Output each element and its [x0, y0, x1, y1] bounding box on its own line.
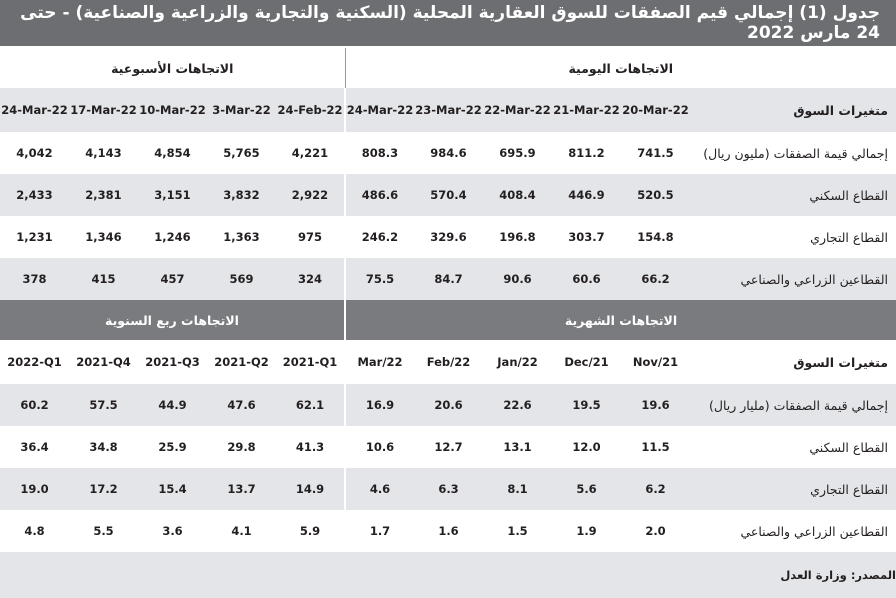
cell-value: 13.7	[207, 468, 276, 510]
cell-value: 12.0	[552, 426, 621, 468]
column-header: 2021-Q4	[69, 340, 138, 384]
cell-value: 15.4	[138, 468, 207, 510]
cell-value: 5.9	[276, 510, 345, 552]
cell-value: 6.2	[621, 468, 690, 510]
column-header: 24-Mar-22	[345, 88, 414, 132]
column-header-row	[0, 88, 896, 132]
cell-value: 25.9	[138, 426, 207, 468]
cell-value: 1.6	[414, 510, 483, 552]
market-table	[0, 48, 896, 552]
table-row	[0, 510, 896, 552]
cell-value: 741.5	[621, 132, 690, 174]
cell-value: 16.9	[345, 384, 414, 426]
cell-value: 695.9	[483, 132, 552, 174]
table-row	[0, 216, 896, 258]
cell-value: 41.3	[276, 426, 345, 468]
row-label: القطاعين الزراعي والصناعي	[690, 510, 896, 552]
section-header-row	[0, 48, 896, 88]
cell-value: 60.6	[552, 258, 621, 300]
column-header: 23-Mar-22	[414, 88, 483, 132]
cell-value: 303.7	[552, 216, 621, 258]
cell-value: 975	[276, 216, 345, 258]
cell-value: 29.8	[207, 426, 276, 468]
cell-value: 36.4	[0, 426, 69, 468]
cell-value: 4,042	[0, 132, 69, 174]
cell-value: 4.6	[345, 468, 414, 510]
cell-value: 1,363	[207, 216, 276, 258]
table-row	[0, 174, 896, 216]
row-label-header: متغيرات السوق	[690, 340, 896, 384]
cell-value: 10.6	[345, 426, 414, 468]
cell-value: 2,381	[69, 174, 138, 216]
column-header: 2021-Q2	[207, 340, 276, 384]
cell-value: 1.5	[483, 510, 552, 552]
table-title: جدول (1) إجمالي قيم الصفقات للسوق العقارية المحلية (السكنية والتجارية والزراعية والصناعية) - حتى 24 مارس 2022	[0, 0, 896, 48]
table-row	[0, 132, 896, 174]
cell-value: 5.6	[552, 468, 621, 510]
column-header: Feb/22	[414, 340, 483, 384]
cell-value: 47.6	[207, 384, 276, 426]
cell-value: 20.6	[414, 384, 483, 426]
section-heading: الاتجاهات الأسبوعية	[0, 48, 345, 88]
cell-value: 17.2	[69, 468, 138, 510]
cell-value: 11.5	[621, 426, 690, 468]
cell-value: 62.1	[276, 384, 345, 426]
cell-value: 486.6	[345, 174, 414, 216]
cell-value: 75.5	[345, 258, 414, 300]
column-header: Jan/22	[483, 340, 552, 384]
cell-value: 3,151	[138, 174, 207, 216]
row-label-header: متغيرات السوق	[690, 88, 896, 132]
column-header: 20-Mar-22	[621, 88, 690, 132]
cell-value: 4,854	[138, 132, 207, 174]
column-header: Nov/21	[621, 340, 690, 384]
cell-value: 408.4	[483, 174, 552, 216]
section-heading: الاتجاهات ربع السنوية	[0, 300, 345, 340]
row-label: إجمالي قيمة الصفقات (مليار ريال)	[690, 384, 896, 426]
cell-value: 19.5	[552, 384, 621, 426]
cell-value: 57.5	[69, 384, 138, 426]
cell-value: 84.7	[414, 258, 483, 300]
cell-value: 378	[0, 258, 69, 300]
table-row	[0, 384, 896, 426]
row-label: إجمالي قيمة الصفقات (مليون ريال)	[690, 132, 896, 174]
cell-value: 4.8	[0, 510, 69, 552]
cell-value: 22.6	[483, 384, 552, 426]
column-header: 2022-Q1	[0, 340, 69, 384]
cell-value: 3.6	[138, 510, 207, 552]
cell-value: 324	[276, 258, 345, 300]
cell-value: 3,832	[207, 174, 276, 216]
row-label: القطاعين الزراعي والصناعي	[690, 258, 896, 300]
section-heading: الاتجاهات الشهرية	[345, 300, 896, 340]
cell-value: 19.0	[0, 468, 69, 510]
cell-value: 984.6	[414, 132, 483, 174]
source-text: المصدر: وزارة العدل	[780, 568, 896, 582]
column-header: 2021-Q3	[138, 340, 207, 384]
cell-value: 808.3	[345, 132, 414, 174]
cell-value: 14.9	[276, 468, 345, 510]
column-header: 24-Feb-22	[276, 88, 345, 132]
cell-value: 246.2	[345, 216, 414, 258]
cell-value: 60.2	[0, 384, 69, 426]
cell-value: 6.3	[414, 468, 483, 510]
column-header: 17-Mar-22	[69, 88, 138, 132]
cell-value: 8.1	[483, 468, 552, 510]
section-header-row	[0, 300, 896, 340]
cell-value: 4,221	[276, 132, 345, 174]
column-header: 3-Mar-22	[207, 88, 276, 132]
row-label: القطاع السكني	[690, 174, 896, 216]
cell-value: 457	[138, 258, 207, 300]
cell-value: 66.2	[621, 258, 690, 300]
cell-value: 2,922	[276, 174, 345, 216]
cell-value: 5.5	[69, 510, 138, 552]
section-heading: الاتجاهات اليومية	[345, 48, 896, 88]
cell-value: 2.0	[621, 510, 690, 552]
cell-value: 811.2	[552, 132, 621, 174]
column-header: Mar/22	[345, 340, 414, 384]
cell-value: 1,246	[138, 216, 207, 258]
table-row	[0, 258, 896, 300]
column-header-row	[0, 340, 896, 384]
cell-value: 2,433	[0, 174, 69, 216]
cell-value: 329.6	[414, 216, 483, 258]
cell-value: 4.1	[207, 510, 276, 552]
cell-value: 570.4	[414, 174, 483, 216]
source-note	[0, 552, 896, 598]
table-row	[0, 426, 896, 468]
cell-value: 520.5	[621, 174, 690, 216]
table-row	[0, 468, 896, 510]
cell-value: 12.7	[414, 426, 483, 468]
column-header: 10-Mar-22	[138, 88, 207, 132]
cell-value: 1,346	[69, 216, 138, 258]
cell-value: 90.6	[483, 258, 552, 300]
column-header: Dec/21	[552, 340, 621, 384]
row-label: القطاع التجاري	[690, 468, 896, 510]
column-header: 24-Mar-22	[0, 88, 69, 132]
cell-value: 4,143	[69, 132, 138, 174]
cell-value: 154.8	[621, 216, 690, 258]
column-header: 21-Mar-22	[552, 88, 621, 132]
cell-value: 13.1	[483, 426, 552, 468]
cell-value: 19.6	[621, 384, 690, 426]
row-label: القطاع السكني	[690, 426, 896, 468]
cell-value: 1.7	[345, 510, 414, 552]
row-label: القطاع التجاري	[690, 216, 896, 258]
cell-value: 5,765	[207, 132, 276, 174]
cell-value: 415	[69, 258, 138, 300]
cell-value: 34.8	[69, 426, 138, 468]
cell-value: 569	[207, 258, 276, 300]
cell-value: 196.8	[483, 216, 552, 258]
cell-value: 44.9	[138, 384, 207, 426]
column-header: 2021-Q1	[276, 340, 345, 384]
cell-value: 1,231	[0, 216, 69, 258]
column-header: 22-Mar-22	[483, 88, 552, 132]
cell-value: 1.9	[552, 510, 621, 552]
cell-value: 446.9	[552, 174, 621, 216]
